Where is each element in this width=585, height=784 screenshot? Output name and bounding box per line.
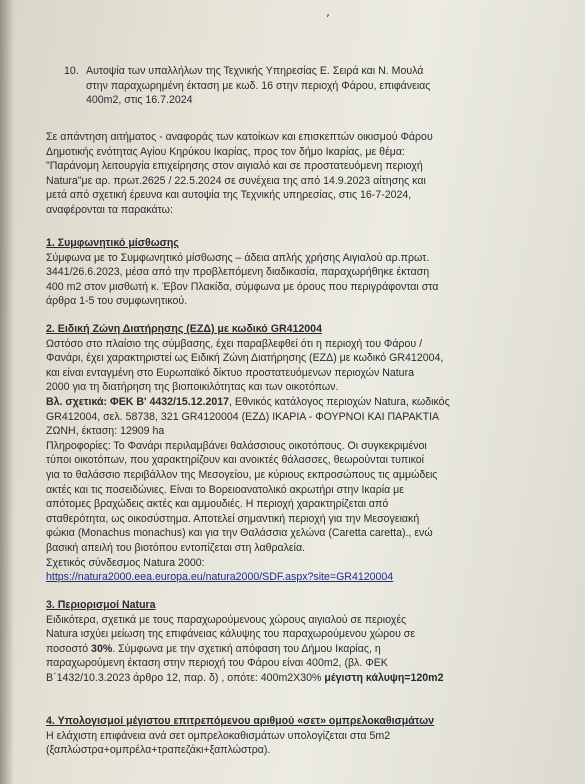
reference-line: ΖΩΝΗ, έκταση: 12909 ha — [46, 425, 165, 438]
link-label: Σχετικός σύνδεσμος Natura 2000: — [46, 556, 205, 569]
text-line: τύποι οικοτόπων, που χαρακτηρίζουν και ανοικτές θάλασσες, θεωρούνται τυπικοί — [46, 454, 424, 467]
text-line — [46, 671, 556, 686]
ink-mark: ٬ — [326, 12, 330, 26]
text-span: ποσοστό — [46, 642, 92, 655]
reference-text: , Εθνικός κατάλογος περιοχών Natura, κωδικός — [229, 395, 450, 408]
max-coverage: μέγιστη κάλυψη=120m2 — [324, 671, 444, 684]
percentage: 30% — [91, 642, 113, 655]
page-edge-shadow — [0, 0, 14, 784]
text-line: Σε απάντηση αιτήματος - αναφοράς των κατοίκων και επισκεπτών οικισμού Φάρου — [46, 131, 433, 143]
text-line: 2000 για τη διατήρηση της βιοποικιλότητας και των οικοτόπων. — [46, 381, 339, 394]
text-line: σταθερότητα, ως οικοσύστημα. Αποτελεί σημαντική περιοχή για την Μεσογειακή — [46, 512, 420, 525]
text-line: απότομες βραχώδεις ακτές και αμμουδιές. Η περιοχή χαρακτηρίζεται από — [46, 498, 389, 511]
section-3 — [46, 598, 556, 686]
list-item-line: στην παραχωρημένη έκταση με κωδ. 16 στην περιοχή Φάρου, επιφάνειας — [86, 79, 431, 92]
text-line: Natura ισχύει μείωση της επιφάνειας κάλυψης του παραχωρούμενου χώρου σε — [46, 628, 416, 641]
section-heading: 1. Συμφωνητικό μίσθωσης — [46, 237, 179, 249]
list-item-line: 400m2, στις 16.7.2024 — [86, 94, 193, 107]
fek-reference: Βλ. σχετικά: ΦΕΚ Β' 4432/15.12.2017 — [46, 395, 230, 408]
list-item-line: Αυτοψία των υπαλλήλων της Τεχνικής Υπηρεσίας Ε. Σειρά και Ν. Μουλά — [86, 65, 424, 77]
text-line: και είναι ενταγμένη στο Ευρωπαϊκό δίκτυο προστατευόμενων περιοχών Natura — [46, 366, 414, 379]
text-line: Η ελάχιστη επιφάνεια ανά σετ ομπρελοκαθισμάτων υπολογίζεται στα 5m2 — [46, 729, 391, 742]
list-item-10 — [66, 64, 556, 108]
text-line: Natura"με αρ. πρωτ.2625 / 22.5.2024 σε συνέχεια της από 14.9.2023 αίτησης και — [46, 174, 426, 187]
section-heading: 2. Ειδική Ζώνη Διατήρησης (ΕΖΔ) με κωδικό GR412004 — [46, 323, 322, 335]
text-line: βασική απειλή του βιοτόπου εντοπίζεται στη λαθραλεία. — [46, 541, 306, 554]
text-line: "Παράνομη λειτουργία επιχείρησης στον αιγιαλό και σε προστατευόμενη περιοχή — [46, 160, 423, 173]
text-line: παραχωρούμενη έκταση στην περιοχή του Φάρου είναι 400m2, (βλ. ΦΕΚ — [46, 657, 388, 670]
text-line: (ξαπλώστρα+ομπρέλα+τραπεζάκι+ξαπλώστρα). — [46, 744, 271, 757]
text-line: Ωστόσο στο πλαίσιο της σύμβασης, έχει παραβλεφθεί ότι η περιοχή του Φάρου / — [46, 337, 423, 350]
section-2 — [46, 322, 556, 585]
section-1 — [46, 236, 556, 309]
text-line: Φανάρι, έχει χαρακτηριστεί ως Ειδική Ζώνη Διατήρησης (ΕΖΔ) με κωδικό GR412004, — [46, 352, 444, 365]
reference-line — [46, 395, 556, 410]
text-line — [46, 642, 556, 657]
natura-link[interactable]: https://natura2000.eea.europa.eu/natura2000/SDF.aspx?site=GR4120004 — [46, 571, 394, 584]
text-span: Β΄1432/10.3.2023 άρθρο 12, παρ. δ) , οπότε: 400m2Χ30% — [46, 671, 325, 684]
text-line: Δημοτικής ενότητας Αγίου Κηρύκου Ικαρίας, προς τον δήμο Ικαρίας, με θέμα: — [46, 145, 405, 158]
text-line: μετά από σχετική έρευνα και αυτοψία της Τεχνικής υπηρεσίας, στις 16-7-2024, — [46, 189, 412, 202]
text-line: Σύμφωνα με το Συμφωνητικό μίσθωσης – άδεια απλής χρήσης Αιγιαλού αρ.πρωτ. — [46, 251, 430, 264]
section-heading: 3. Περιορισμοί Natura — [46, 599, 156, 611]
text-line: Ειδικότερα, σχετικά με τους παραχωρούμενους χώρους αιγιαλού σε περιοχές — [46, 613, 407, 626]
intro-paragraph — [46, 130, 556, 218]
text-line: Πληροφορίες: Το Φανάρι περιλαμβάνει θαλάσσιους οικοτόπους. Οι συγκεκριμένοι — [46, 439, 427, 452]
text-line: 3441/26.6.2023, μέσα από την προβλεπόμενη διαδικασία, παραχωρήθηκε έκταση — [46, 266, 430, 279]
text-line: 400 m2 στον μισθωτή κ. Έβον Πλακίδα, σύμφωνα με όρους που περιγράφονται στα — [46, 280, 439, 293]
text-line: για το θαλάσσιο περιβάλλον της Μεσογείου, με κύριους εκπροσώπους τις αμμώδεις — [46, 468, 438, 481]
text-span: . Σύμφωνα με την σχετική απόφαση του Δήμου Ικαρίας, η — [112, 642, 381, 655]
text-line: αναφέρονται τα παρακάτω: — [46, 203, 173, 216]
text-line: ακτές και τις ποσειδώνιες. Είναι το Βορειοανατολικό ακρωτήρι στην Ικαρία με — [46, 483, 404, 496]
section-heading: 4. Υπολογισμοί μέγιστου επιτρεπόμενου αριθμού «σετ» ομπρελοκαθισμάτων — [46, 715, 435, 727]
section-4 — [46, 714, 556, 758]
text-line: άρθρα 1-5 του συμφωνητικού. — [46, 295, 188, 308]
list-item-number: 10. — [64, 65, 79, 77]
reference-line: GR412004, σελ. 58738, 321 GR4120004 (ΕΖΔ) ΙΚΑΡΙΑ - ΦΟΥΡΝΟΙ ΚΑΙ ΠΑΡΑΚΤΙΑ — [46, 410, 440, 423]
text-line: φώκια (Monachus monachus) και για την Θαλάσσια χελώνα (Caretta caretta)., ενώ — [46, 527, 433, 540]
